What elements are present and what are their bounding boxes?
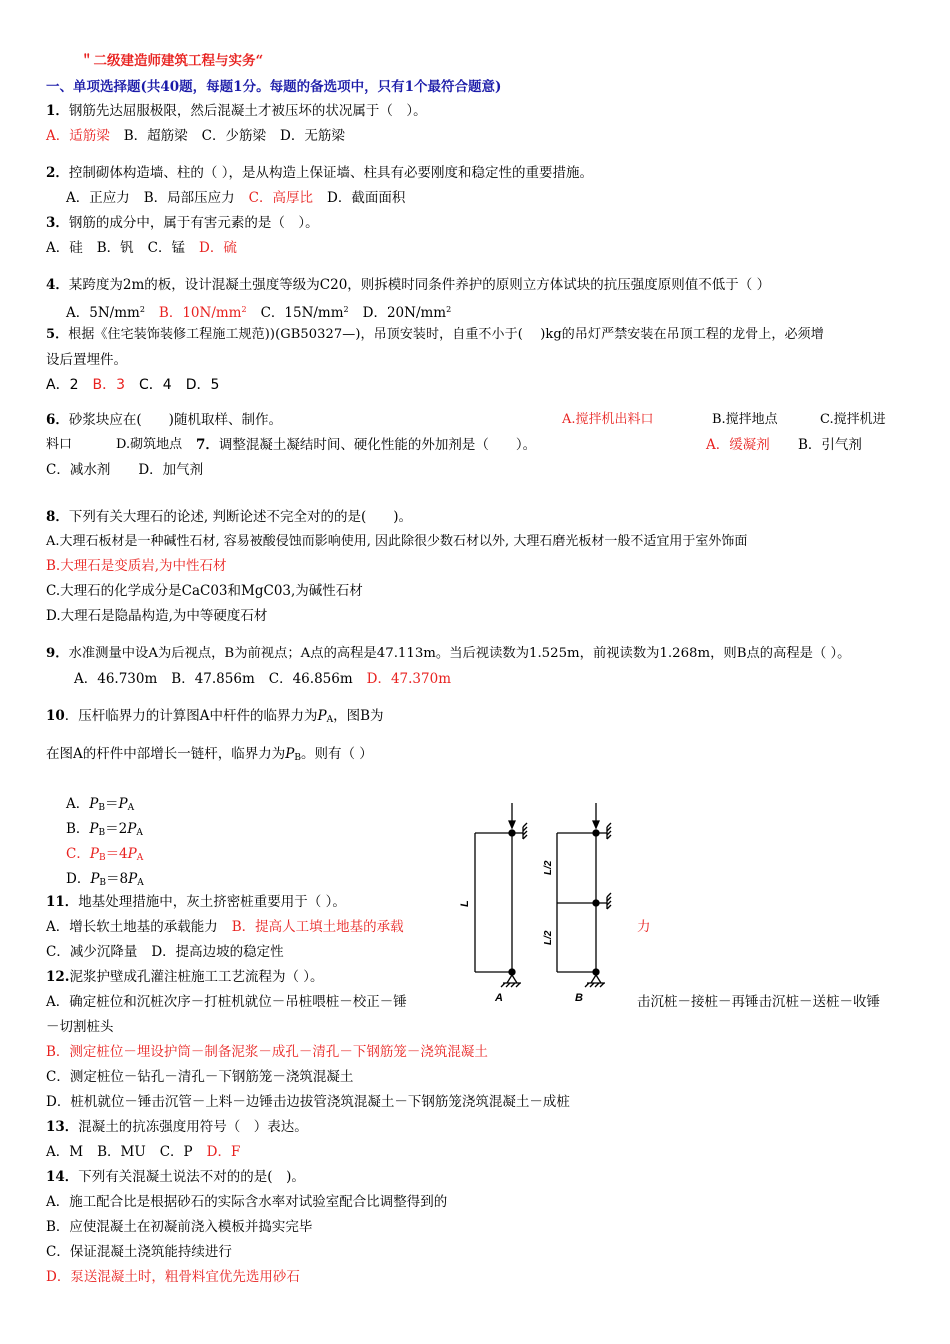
option-b: B．提高人工填土地基的承载 [231,919,404,935]
options-13 [46,1143,240,1161]
options-1 [46,127,345,145]
option-c: C．46.856m [268,671,353,687]
q12-option-d: D．桩机就位－锤击沉管－上料－边锤击边拔管浇筑混凝土－下钢筋笼浇筑混凝土－成桩 [46,1094,570,1110]
question-12 [46,968,324,986]
question-8 [46,508,412,526]
q14-option-c: C．保证混凝土浇筑能持续进行 [46,1244,232,1260]
question-14 [46,1168,305,1186]
q14-option-d: D．泵送混凝土时，粗骨料宜优先选用砂石 [46,1269,300,1285]
half-length-label-bottom: L/2 [543,930,554,945]
option-d: D．5 [185,377,220,393]
q6-option-d: D.砌筑地点 [116,437,183,452]
question-number: 9． [46,646,69,661]
option-d: D．无筋梁 [280,128,345,144]
option-b: B．钒 [96,240,134,256]
question-1 [46,102,427,120]
question-text: 下列有关混凝土说法不对的的是( )。 [78,1169,305,1185]
question-number: 2． [46,165,69,181]
q8-option-c: C.大理石的化学成分是CaC03和MgC03,为碱性石材 [46,583,363,599]
figure-a-label: A [495,992,503,1004]
option-b: B．47.856m [171,671,255,687]
question-number: 11． [46,894,79,910]
question-number: 4． [46,277,69,293]
q10-option-b: B．$P_B=2P_A$ [66,821,143,838]
document-title: ＂二级建造师建筑工程与实务“ [80,53,264,69]
question-number: 7． [196,437,219,453]
options-5 [46,376,219,394]
option-c: C．减水剂 [46,462,111,478]
question-number: 12. [46,969,70,985]
question-text: 下列有关大理石的论述, 判断论述不完全对的的是( )。 [68,509,413,525]
question-7 [196,436,536,454]
question-6 [46,411,282,429]
option-c: C．少筋梁 [201,128,267,144]
question-11 [46,893,346,911]
option-c: C．减少沉降量 [46,944,138,960]
option-a: A．46.730m [74,671,158,687]
options-7-row2 [46,461,203,479]
question-number: 14． [46,1169,79,1185]
question-text: 水准测量中设A为后视点，B为前视点；A点的高程是47.113m。当后视读数为1.525m，前视读数为1.268m，则B点的高程是（ ）。 [68,646,851,661]
q10-option-a: A．$P_B=P_A$ [66,796,135,813]
q6-option-c: C.搅拌机进 [820,412,886,427]
question-text: 地基处理措施中，灰土挤密桩重要用于（ ）。 [78,894,346,910]
option-c: C．4 [139,377,172,393]
options-11-row2 [46,943,284,961]
q8-option-d: D.大理石是隐晶构造,为中等硬度石材 [46,608,268,624]
q6-option-a: A.搅拌机出料口 [562,412,654,427]
question-10: 10．压杆临界力的计算图A中杆件的临界力为$P_A$，图B为 [46,708,384,725]
column-diagram [455,795,640,1005]
question-text: 砂浆块应在( )随机取样、制作。 [68,412,282,428]
question-5-continued: 设后置埋件。 [46,352,127,368]
option-d: D．加气剂 [138,462,204,478]
question-text: 根据《住宅装饰装修工程施工规范))(GB50327—)，吊顶安装时，自重不小于( )kg的吊灯严禁安装在吊顶工程的龙骨上，必须增 [68,327,824,342]
question-text: 泥浆护壁成孔灌注桩施工工艺流程为（ ）。 [69,969,324,985]
option-b: B．超筋梁 [123,128,188,144]
option-d: D．F [206,1144,241,1160]
question-9 [46,645,850,663]
q10-option-c: C．$P_B=4P_A$ [66,846,144,863]
option-c: C．P [159,1144,193,1160]
figure-b-label: B [575,992,583,1004]
q7-option-b: B．引气剂 [798,437,862,453]
q11-option-b-continued: 力 [637,919,651,935]
options-4 [66,301,451,322]
question-text: 调整混凝土凝结时间、硬化性能的外加剂是（ ）。 [218,437,537,453]
option-a: A．硅 [46,240,83,256]
option-d: D．硫 [199,240,237,256]
q12-option-a-continued: 击沉桩－接桩－再锤击沉桩－送桩－收锤 [637,994,880,1010]
question-number: 10 [46,708,65,724]
q8-option-b: B.大理石是变质岩,为中性石材 [46,558,227,574]
question-text: 某跨度为2m的板，设计混凝土强度等级为C20，则拆模时同条件养护的原则立方体试块的抗压强度原则值不低于（ ） [68,277,771,293]
q8-option-a: A.大理石板材是一种碱性石材, 容易被酸侵蚀而影响使用, 因此除很少数石材以外, 大理石磨光板材一般不适宜用于室外饰面 [46,534,748,549]
option-d: D．截面面积 [327,190,406,206]
option-b: B．局部压应力 [143,190,235,206]
question-number: 8． [46,509,69,525]
q14-option-a: A．施工配合比是根据砂石的实际含水率对试验室配合比调整得到的 [46,1194,448,1210]
q12-option-a-end: －切割桩头 [46,1019,114,1035]
question-number: 5． [46,327,69,342]
question-text: 混凝土的抗冻强度用符号（ ）表达。 [78,1119,308,1135]
options-3 [46,239,237,257]
options-9 [74,670,451,688]
option-a: A．2 [46,377,79,393]
question-text: 钢筋的成分中，属于有害元素的是（ ）。 [68,215,319,231]
question-number: 13． [46,1119,79,1135]
question-number: 6． [46,412,69,428]
option-b: B．MU [97,1144,146,1160]
question-13 [46,1118,308,1136]
half-length-label-top: L/2 [543,860,554,875]
option-c: C．锰 [147,240,186,256]
option-d: D．提高边坡的稳定性 [151,944,284,960]
q12-option-b: B．测定桩位－埋设护筒－制备泥浆－成孔－清孔－下钢筋笼－浇筑混凝土 [46,1044,488,1060]
question-10-continued: 在图A的杆件中部增长一链杆，临界力为$P_B$。则有（ ） [46,746,373,763]
q7-option-a: A．缓凝剂 [706,437,770,453]
options-2 [66,189,405,207]
question-number: 3． [46,215,69,231]
question-2 [46,164,593,182]
q12-option-c: C．测定桩位－钻孔－清孔－下钢筋笼－浇筑混凝土 [46,1069,354,1085]
option-a: A．增长软土地基的承载能力 [46,919,218,935]
q12-option-a: A．确定桩位和沉桩次序－打桩机就位－吊桩喂桩－校正－锤 [46,994,407,1010]
option-d: D．47.370m [366,671,452,687]
question-text: 钢筋先达屈服极限，然后混凝土才被压坏的状况属于（ ）。 [68,103,427,119]
option-a: A．适筋梁 [46,128,110,144]
question-text: 控制砌体构造墙、柱的（ ），是从构造上保证墙、柱具有必要刚度和稳定性的重要措施。 [68,165,593,181]
question-3 [46,214,319,232]
question-5 [46,326,824,344]
option-a: A．$5N/mm^2$ [66,305,145,321]
option-b: B．3 [92,377,125,393]
options-11-row1 [46,918,404,936]
q6-option-c-continued: 料口 [46,437,73,452]
question-4 [46,276,770,294]
option-d: D．$20N/mm^2$ [362,305,452,321]
section-heading: 一、单项选择题(共40题，每题1分。每题的备选项中，只有1个最符合题意) [46,79,502,95]
length-label: L [459,900,471,907]
option-c: C．高厚比 [248,190,314,206]
q14-option-b: B．应使混凝土在初凝前浇入模板并捣实完毕 [46,1219,313,1235]
q10-option-d: D．$P_B=8P_A$ [66,871,144,888]
q6-option-b: B.搅拌地点 [712,412,778,427]
option-b: B．$10N/mm^2$ [158,305,247,321]
option-a: A．M [46,1144,84,1160]
option-a: A．正应力 [66,190,130,206]
question-number: 1． [46,103,69,119]
option-c: C．$15N/mm^2$ [260,305,349,321]
